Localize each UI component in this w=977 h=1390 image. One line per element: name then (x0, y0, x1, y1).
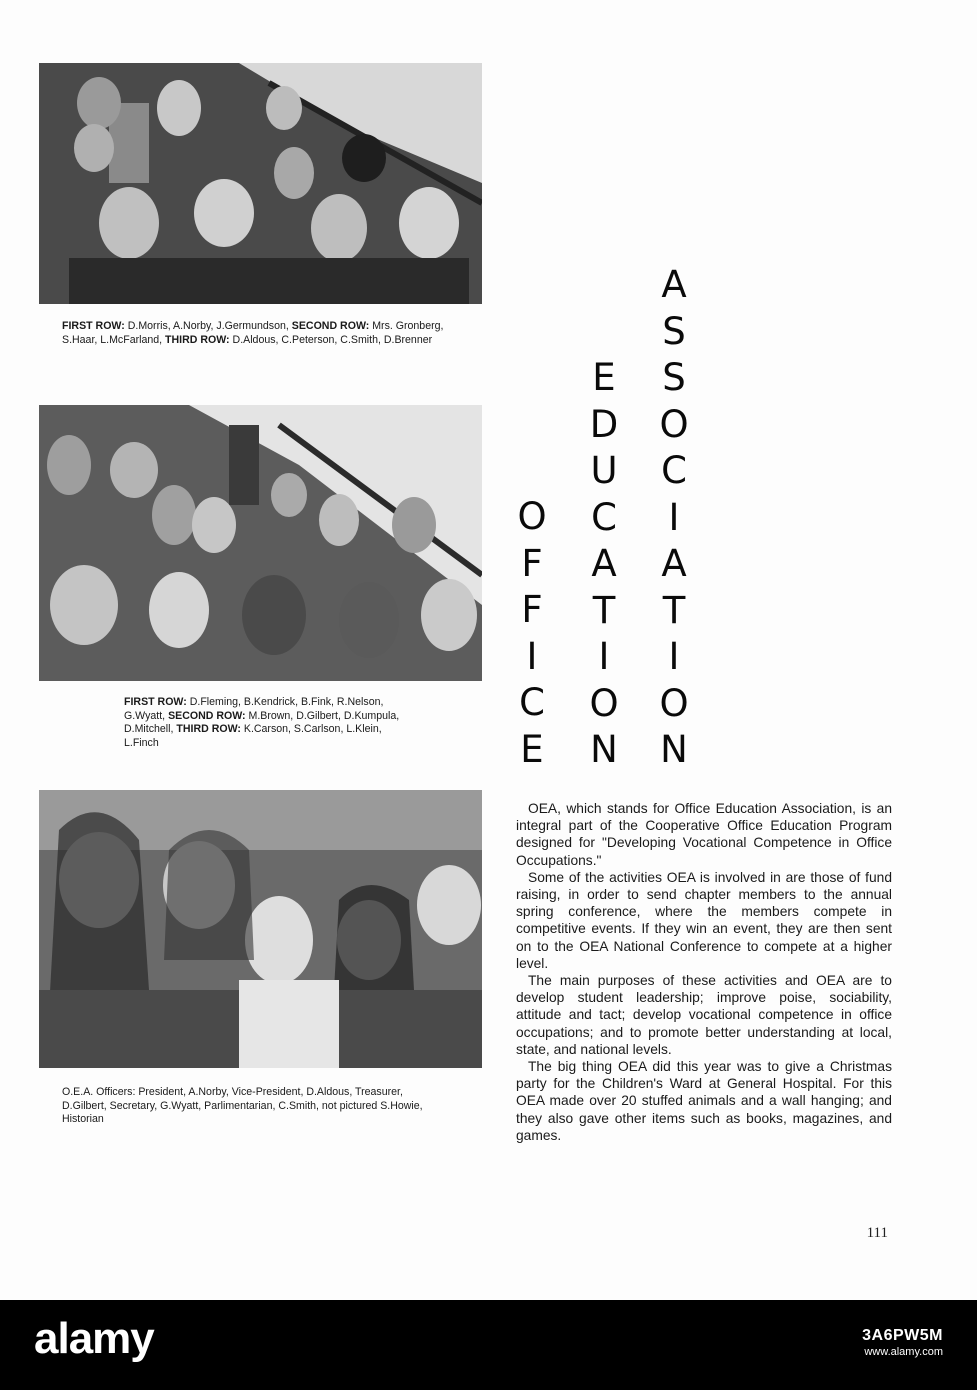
paragraph-3: The main purposes of these activities and OEA are to develop student leadership; improve poise, sociability, attitude and tact; develop vocational competence in office occupations; and to promote better understanding at local, state, and national levels. (516, 973, 892, 1057)
caption-1-row-2-names: Mrs. Gronberg, S.Haar, L.McFarland, (62, 320, 444, 346)
title-letter: I (598, 635, 610, 678)
caption-1-row-1-names: D.Morris, A.Norby, J.Germundson, (124, 320, 292, 332)
title-letter: S (662, 356, 686, 399)
title-letter: S (662, 309, 686, 353)
caption-2-row-2-names: M.Brown, D.Gilbert, D.Kumpula, D.Mitchell, (124, 709, 400, 735)
photo-2-caption (124, 696, 400, 750)
paragraph-4: The big thing OEA did this year was to give a Christmas party for the Children's Ward at General Hospital. For this OEA made over 20 stuffed animals and a wall hanging; and they also gave other items such as books, magazines, and games. (516, 1059, 892, 1143)
title-letter: O (517, 495, 547, 538)
image-id: 3A6PW5M (862, 1327, 943, 1344)
photo-1-caption (62, 320, 448, 347)
paragraph-2: Some of the activities OEA is involved in are those of fund raising, in order to send chapter members to the annual spring conference, where the members compete in competitive events. If they win an event, they are then sent on to the OEA National Conference to compete at a higher level. (516, 869, 892, 971)
group-photo-2 (39, 405, 482, 681)
caption-1-row-1-label: FIRST ROW: (62, 320, 125, 332)
caption-2-row-1-names: D.Fleming, B.Kendrick, B.Fink, R.Nelson, G.Wyatt, (124, 696, 384, 722)
title-letter: T (662, 588, 686, 632)
title-letter: D (589, 402, 619, 446)
paragraph-1: OEA, which stands for Office Education Association, is an integral part of the Cooperative Office Education Program designed for "Developing Vocational Competence in Office Occupations." (516, 801, 892, 868)
caption-2-row-2-label: SECOND ROW: (168, 709, 246, 722)
title-letter: A (661, 542, 687, 585)
caption-2-row-3-label: THIRD ROW: (176, 723, 241, 735)
title-letter: C (661, 449, 687, 492)
title-letter: I (668, 635, 680, 678)
caption-1-row-2-label: SECOND ROW: (291, 320, 370, 332)
title-letter: E (592, 356, 616, 399)
title-column-association (654, 262, 694, 774)
title-letter: N (590, 728, 618, 771)
title-column-office (512, 494, 552, 773)
title-letter: U (590, 449, 618, 492)
title-letter: O (589, 681, 619, 725)
title-letter: N (660, 728, 688, 771)
watermark-footer (0, 1300, 977, 1390)
caption-1-row-3-names: D.Aldous, C.Peterson, C.Smith, D.Brenner (229, 333, 433, 346)
title-letter: A (661, 263, 687, 306)
title-letter: O (659, 402, 689, 446)
page-number: 111 (866, 1225, 888, 1241)
title-letter: O (659, 681, 689, 725)
officers-caption: O.E.A. Officers: President, A.Norby, Vice-President, D.Aldous, Treasurer, D.Gilbert, Secretary, G.Wyatt, Parlimentarian, C.Smith, not pictured S.Howie, Historian (62, 1086, 423, 1125)
title-letter: F (521, 541, 543, 585)
title-letter: F (521, 588, 543, 631)
caption-1-row-3-label: THIRD ROW: (165, 333, 230, 346)
caption-2-row-3-names: K.Carson, S.Carlson, L.Klein, L.Finch (124, 723, 382, 749)
image-meta (862, 1328, 943, 1360)
title-letter: C (519, 681, 545, 724)
officers-photo (39, 790, 482, 1068)
title-letter: C (591, 495, 617, 539)
title-letter: I (668, 495, 680, 539)
alamy-logo: alamy (34, 1314, 154, 1363)
title-letter: T (592, 588, 616, 632)
group-photo-1 (39, 63, 482, 304)
title-column-education (584, 355, 624, 774)
title-letter: I (526, 634, 538, 678)
site-url: www.alamy.com (864, 1346, 943, 1358)
title-letter: A (591, 542, 617, 585)
article-body (516, 800, 892, 1144)
title-letter: E (520, 727, 544, 771)
caption-2-row-1-label: FIRST ROW: (124, 696, 187, 708)
